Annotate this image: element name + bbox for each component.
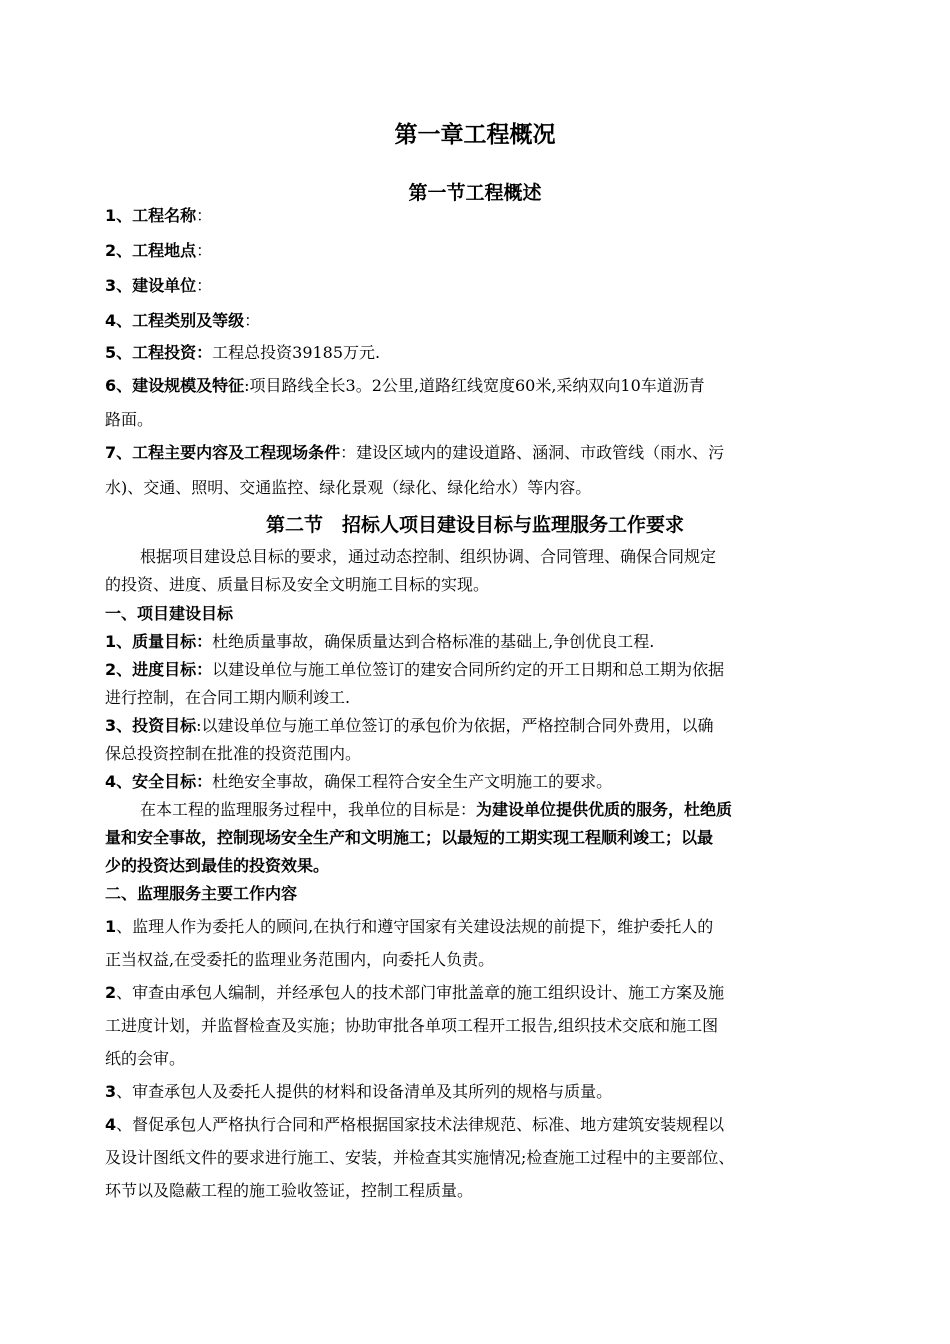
goal-investment-cont: 保总投资控制在批准的投资范围内。 xyxy=(105,744,362,763)
item-4: 4、工程类别及等级： xyxy=(105,311,261,330)
work-3: 3、审查承包人及委托人提供的材料和设备清单及其所列的规格与质量。 xyxy=(105,1082,613,1101)
intro-line-1: 根据项目建设总目标的要求，通过动态控制、组织协调、合同管理、确保合同规定 xyxy=(140,547,717,566)
goal-schedule-cont: 进行控制，在合同工期内顺利竣工. xyxy=(105,688,351,707)
work-2-cont-2: 纸的会审。 xyxy=(105,1049,186,1068)
item-5: 5、工程投资：工程总投资39185万元. xyxy=(105,343,381,362)
item-7-cont: 水)、交通、照明、交通监控、绿化景观（绿化、绿化给水）等内容。 xyxy=(105,478,592,497)
item-3: 3、建设单位： xyxy=(105,276,213,295)
work-4-cont-2: 环节以及隐蔽工程的施工验收签证，控制工程质量。 xyxy=(105,1181,474,1200)
intro-line-2: 的投资、进度、质量目标及安全文明施工目标的实现。 xyxy=(105,575,490,594)
item-2: 2、工程地点： xyxy=(105,241,213,260)
goal-summary-line-2: 量和安全事故，控制现场安全生产和文明施工；以最短的工期实现工程顺利竣工；以最 xyxy=(105,828,714,847)
item-1: 1、工程名称： xyxy=(105,206,213,225)
goal-safety: 4、安全目标：杜绝安全事故，确保工程符合安全生产文明施工的要求。 xyxy=(105,772,613,791)
item-7: 7、工程主要内容及工程现场条件：建设区域内的建设道路、涵洞、市政管线（雨水、污 xyxy=(105,443,725,462)
item-6-cont: 路面。 xyxy=(105,410,154,429)
work-2: 2、审查由承包人编制，并经承包人的技术部门审批盖章的施工组织设计、施工方案及施 xyxy=(105,983,725,1002)
work-1-cont: 正当权益,在受委托的监理业务范围内，向委托人负责。 xyxy=(105,950,495,969)
goal-schedule: 2、进度目标：以建设单位与施工单位签订的建安合同所约定的开工日期和总工期为依据 xyxy=(105,660,725,679)
work-4: 4、督促承包人严格执行合同和严格根据国家技术法律规范、标准、地方建筑安装规程以 xyxy=(105,1115,725,1134)
work-1: 1、监理人作为委托人的顾问,在执行和遵守国家有关建设法规的前提下，维护委托人的 xyxy=(105,917,714,936)
work-2-cont-1: 工进度计划，并监督检查及实施；协助审批各单项工程开工报告,组织技术交底和施工图 xyxy=(105,1016,719,1035)
heading-work: 二、监理服务主要工作内容 xyxy=(105,884,298,903)
section1-title: 第一节工程概述 xyxy=(408,182,542,204)
goal-summary-line-3: 少的投资达到最佳的投资效果。 xyxy=(105,856,330,875)
goal-summary-line-1: 在本工程的监理服务过程中，我单位的目标是：为建设单位提供优质的服务，杜绝质 xyxy=(140,800,733,819)
item-6: 6、建设规模及特征:项目路线全长3。2公里,道路红线宽度60米,采纳双向10车道沥青 xyxy=(105,376,705,395)
heading-goals: 一、项目建设目标 xyxy=(105,604,234,623)
goal-quality: 1、质量目标：杜绝质量事故，确保质量达到合格标准的基础上,争创优良工程. xyxy=(105,632,655,651)
chapter-title: 第一章工程概况 xyxy=(394,122,556,148)
section2-title: 第二节 招标人项目建设目标与监理服务工作要求 xyxy=(265,514,684,536)
work-4-cont-1: 及设计图纸文件的要求进行施工、安装，并检查其实施情况;检查施工过程中的主要部位、 xyxy=(105,1148,735,1167)
goal-investment: 3、投资目标:以建设单位与施工单位签订的承包价为依据，严格控制合同外费用，以确 xyxy=(105,716,714,735)
